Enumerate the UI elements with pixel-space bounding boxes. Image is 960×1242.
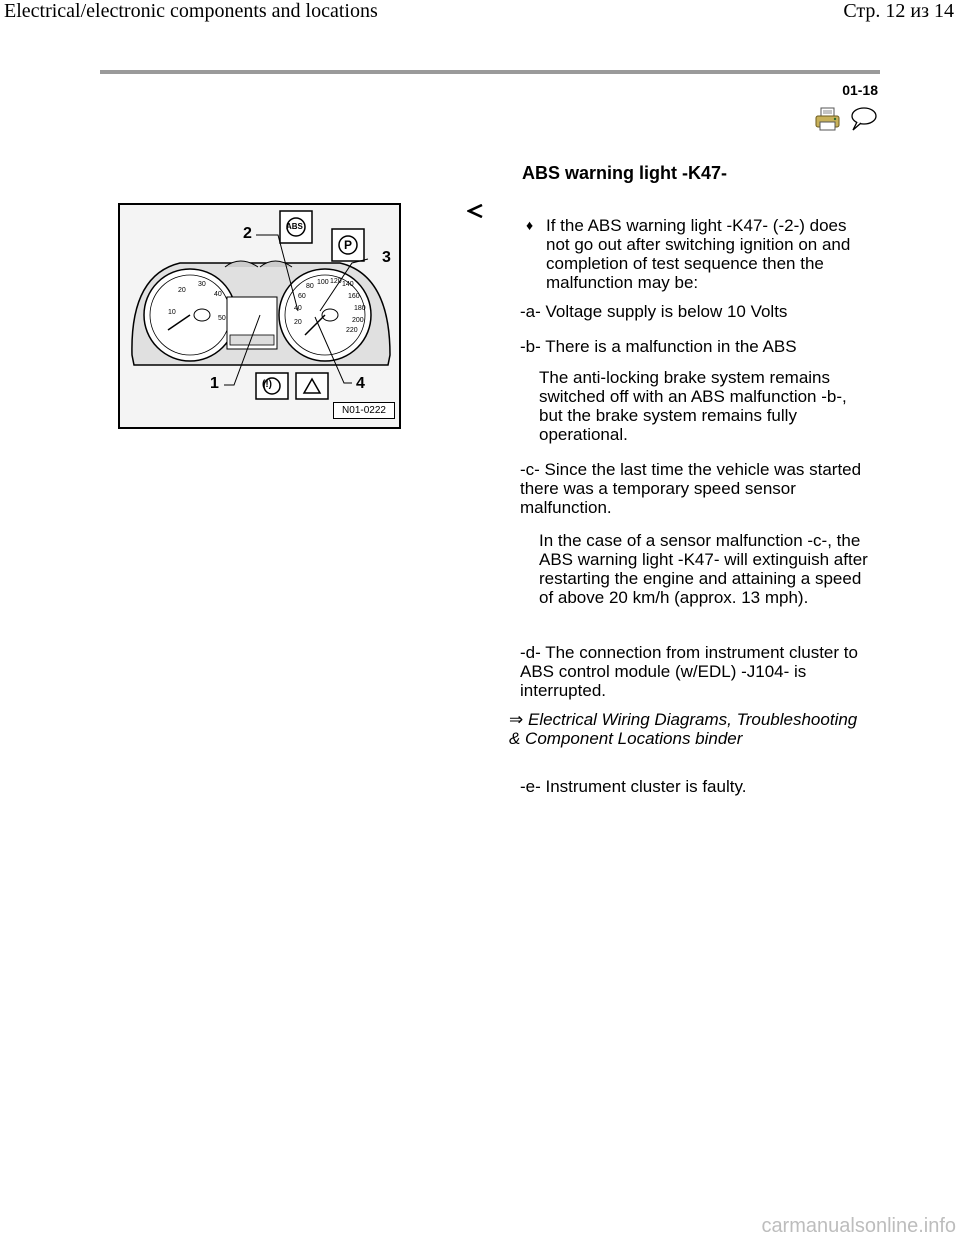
callout-label: 2 [243, 225, 252, 242]
speed-tick: 220 [346, 327, 358, 334]
page-number: 01-18 [842, 82, 878, 98]
wiring-diagram-reference[interactable] [509, 710, 859, 748]
footer-watermark[interactable]: carmanualsonline.info [761, 1215, 956, 1237]
callout-label: 4 [356, 375, 365, 392]
speed-tick: 80 [306, 283, 314, 290]
item-a: -a- Voltage supply is below 10 Volts [520, 302, 788, 321]
speed-tick: 180 [354, 305, 366, 312]
speed-tick: 140 [342, 281, 354, 288]
bullet-text: If the ABS warning light -K47- (-2-) does not go out after switching ignition on and completion of test sequence then the malfunction may be: [546, 216, 851, 292]
header-divider [100, 70, 880, 74]
abs-symbol: ABS [286, 222, 303, 231]
item-b-note: The anti-locking brake system remains switched off with an ABS malfunction -b-, but the brake system remains fully operational. [539, 368, 847, 444]
reference-link[interactable]: Electrical Wiring Diagrams, Troubleshooting & Component Locations binder [509, 710, 858, 748]
tach-tick: 30 [198, 281, 206, 288]
item-b: -b- There is a malfunction in the ABS [520, 337, 797, 356]
instrument-cluster-figure [118, 203, 401, 429]
parking-brake-symbol: P [344, 238, 353, 252]
document-title: Electrical/electronic components and locations [4, 0, 378, 22]
tach-tick: 40 [214, 291, 222, 298]
speed-tick: 120 [330, 278, 342, 285]
speed-tick: 20 [294, 319, 302, 326]
callout-label: 1 [210, 375, 219, 392]
speed-tick: 40 [294, 305, 302, 312]
speed-tick: 160 [348, 293, 360, 300]
speed-tick: 60 [298, 293, 306, 300]
tach-tick: 20 [178, 287, 186, 294]
speed-tick: 200 [352, 317, 364, 324]
page-counter: Стр. 12 из 14 [843, 0, 954, 22]
comment-icon[interactable] [848, 106, 878, 132]
print-icon[interactable] [815, 107, 841, 131]
section-title: ABS warning light -K47- [522, 163, 728, 183]
callout-label: 3 [382, 249, 391, 266]
item-e: -e- Instrument cluster is faulty. [520, 777, 747, 796]
tach-tick: 50 [218, 315, 226, 322]
item-d: -d- The connection from instrument cluster to ABS control module (w/EDL) -J104- is interrupted. [520, 643, 858, 700]
tach-tick: 10 [168, 309, 176, 316]
item-c-note: In the case of a sensor malfunction -c-, the ABS warning light -K47- will extinguish after restarting the engine and attaining a speed of above 20 km/h (approx. 13 mph). [539, 531, 868, 607]
reference-arrow-icon: ⇒ [509, 710, 524, 729]
brake-warning-symbol: (!) [262, 379, 272, 390]
item-c: -c- Since the last time the vehicle was started there was a temporary speed sensor malfunction. [520, 460, 862, 517]
arrow-left-icon[interactable] [467, 204, 483, 218]
speed-tick: 100 [317, 279, 329, 286]
figure-id-label: N01-0222 [333, 402, 395, 419]
diamond-bullet-icon: ♦ [526, 217, 534, 233]
list-item [526, 216, 871, 292]
